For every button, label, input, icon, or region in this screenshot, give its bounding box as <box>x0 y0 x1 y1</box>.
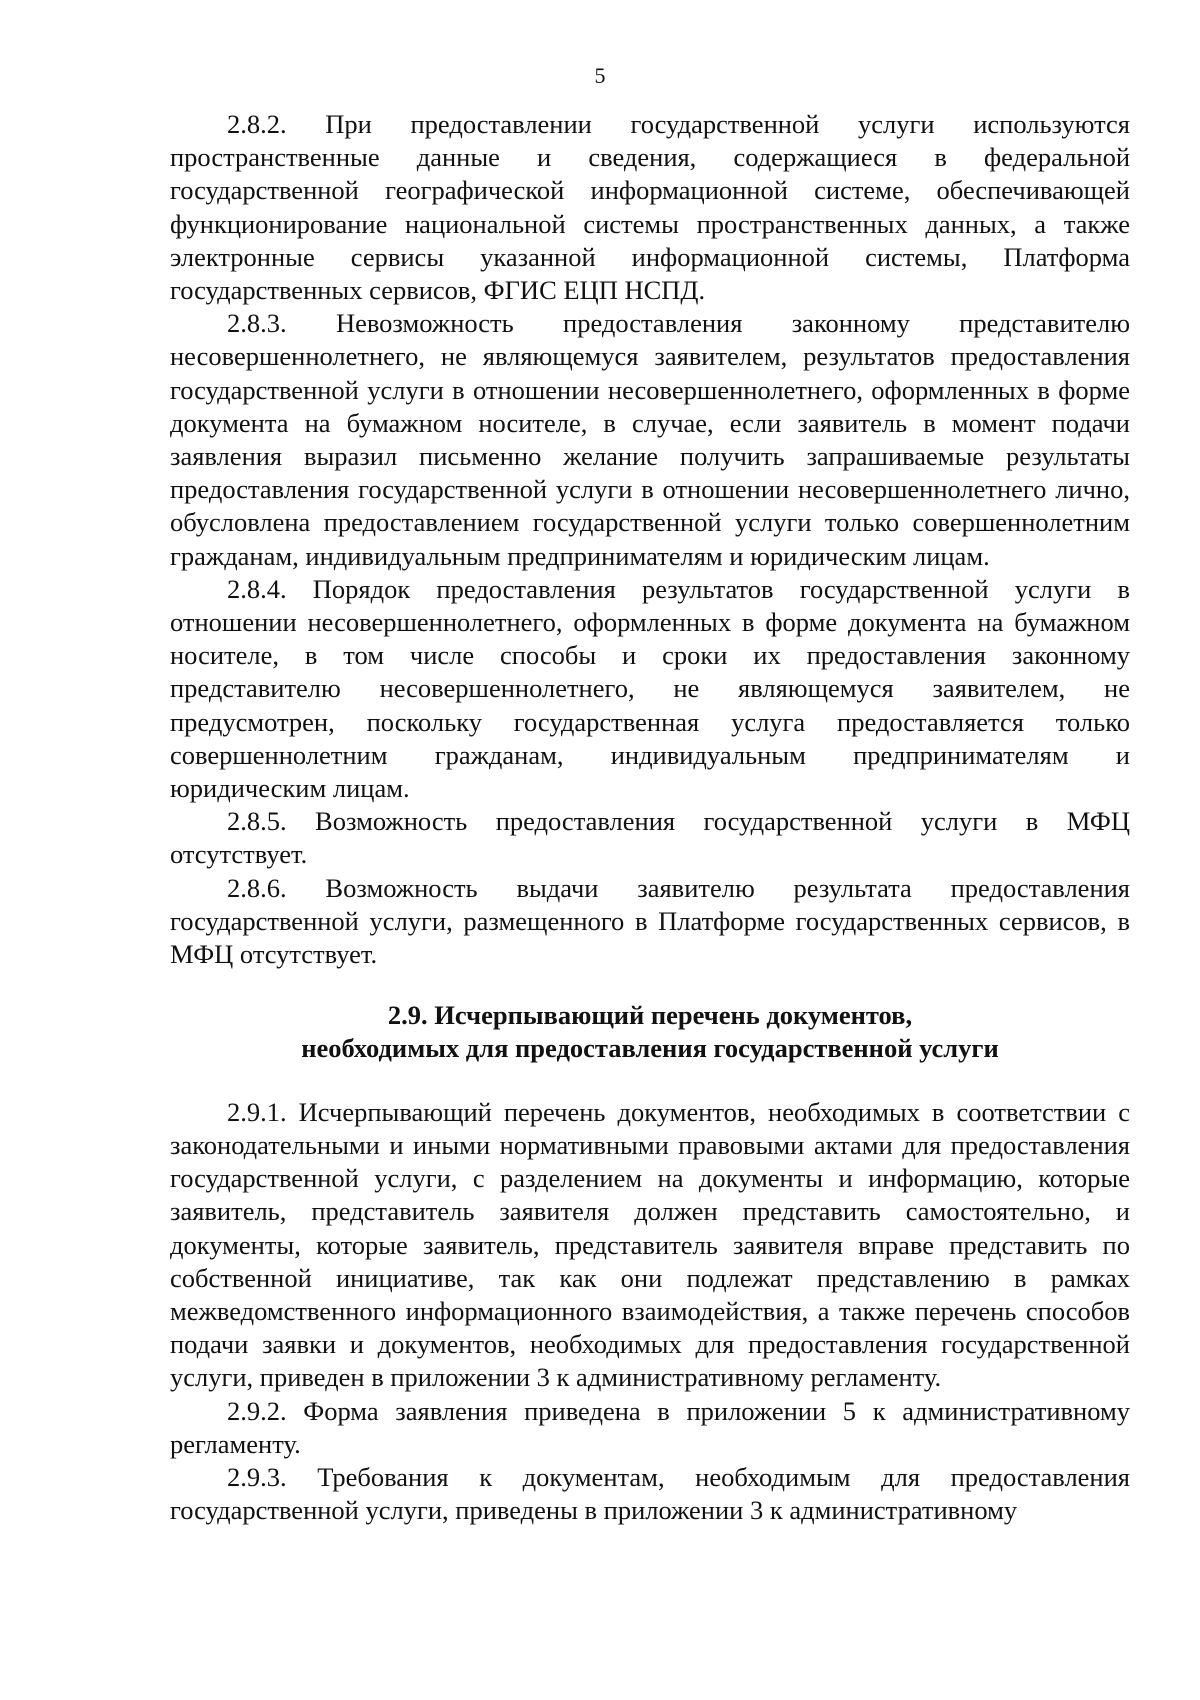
page-number: 5 <box>594 63 606 88</box>
document-body <box>170 108 1130 1527</box>
section-heading-2-9 <box>170 999 1130 1065</box>
paragraph-2-9-3: 2.9.3. Требования к документам, необходимым для предоставления государственной услуги, приведены в приложении 3 к административному <box>170 1461 1130 1526</box>
paragraph-2-8-2: 2.8.2. При предоставлении государственной услуги используются пространственные данные и сведения, содержащиеся в федеральной государственной географической информационной системе, обеспечивающей функционирование национальной системы пространственных данных, а также электронные сервисы указанной информационной системы, Платформа государственных сервисов, ФГИС ЕЦП НСПД. <box>170 109 1130 306</box>
section-heading-line-2: необходимых для предоставления государственной услуги <box>301 1033 999 1064</box>
paragraph-2-9-1: 2.9.1. Исчерпывающий перечень документов, необходимых в соответствии с законодательными и иными нормативными правовыми актами для предоставления государственной услуги, с разделением на документы и информацию, которые заявитель, представитель заявителя должен представить самостоятельно, и документы, которые заявитель, представитель заявителя вправе представить по собственной инициативе, так как они подлежат представлению в рамках межведомственного информационного взаимодействия, а также перечень способов подачи заявки и документов, необходимых для предоставления государственной услуги, приведен в приложении 3 к административному регламенту. <box>170 1096 1130 1393</box>
section-heading-line-1: 2.9. Исчерпывающий перечень документов, <box>387 1000 913 1031</box>
paragraph-2-8-3: 2.8.3. Невозможность предоставления законному представителю несовершеннолетнего, не являющемуся заявителем, результатов предоставления государственной услуги в отношении несовершеннолетнего, оформленных в форме документа на бумажном носителе, в случае, если заявитель в момент подачи заявления выразил письменно желание получить запрашиваемые результаты предоставления государственной услуги в отношении несовершеннолетнего лично, обусловлена предоставлением государственной услуги только совершеннолетним гражданам, индивидуальным предпринимателям и юридическим лицам. <box>170 308 1130 571</box>
paragraph-2-8-5: 2.8.5. Возможность предоставления государственной услуги в МФЦ отсутствует. <box>170 806 1130 870</box>
paragraph-2-8-4: 2.8.4. Порядок предоставления результатов государственной услуги в отношении несовершеннолетнего, оформленных в форме документа на бумажном носителе, в том числе способы и сроки их предоставления законному представителю несовершеннолетнего, не являющемуся заявителем, не предусмотрен, поскольку государственная услуга предоставляется только совершеннолетним гражданам, индивидуальным предпринимателям и юридическим лицам. <box>170 573 1130 804</box>
paragraph-2-9-2: 2.9.2. Форма заявления приведена в приложении 5 к административному регламенту. <box>170 1395 1130 1459</box>
paragraph-2-8-6: 2.8.6. Возможность выдачи заявителю результата предоставления государственной услуги, размещенного в Платформе государственных сервисов, в МФЦ отсутствует. <box>170 872 1130 970</box>
